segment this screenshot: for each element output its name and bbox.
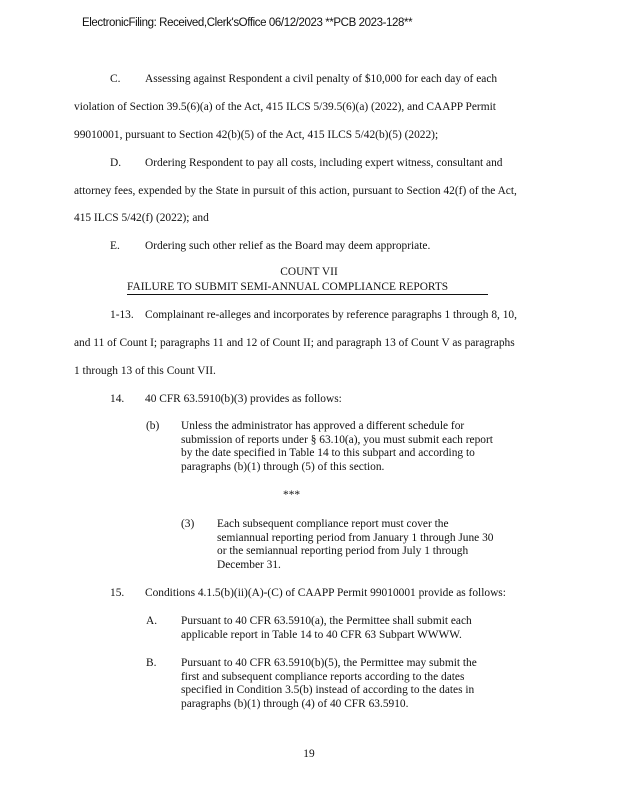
quote-3-line-2: semiannual reporting period from January 1 through June 30	[217, 531, 494, 544]
quote-3-label: (3)	[181, 518, 195, 530]
item-e-label: E.	[110, 240, 120, 252]
filing-stamp: ElectronicFiling: Received,Clerk'sOffice 06/12/2023 **PCB 2023-128**	[82, 17, 413, 29]
para-15-intro: Conditions 4.1.5(b)(ii)(A)-(C) of CAAPP Permit 99010001 provide as follows:	[145, 587, 506, 599]
condition-b-line-3: specified in Condition 3.5(b) instead of according to the dates in	[181, 684, 475, 696]
quote-3-line-4: December 31.	[217, 558, 281, 571]
item-d-label: D.	[110, 157, 122, 169]
item-c-label: C.	[110, 73, 121, 85]
para-14-intro: 40 CFR 63.5910(b)(3) provides as follows:	[145, 393, 342, 405]
item-e-line-1: Ordering such other relief as the Board may deem appropriate.	[145, 240, 431, 252]
count-title-underline	[127, 294, 488, 295]
condition-a-label: A.	[146, 615, 158, 627]
quote-3-line-1: Each subsequent compliance report must cover the	[217, 518, 449, 530]
quote-b-line-2: submission of reports under § 63.10(a), you must submit each report	[181, 433, 493, 446]
quote-b-label: (b)	[146, 420, 160, 432]
quote-b-line-4: paragraphs (b)(1) through (5) of this section.	[181, 460, 385, 473]
item-c-line-2: violation of Section 39.5(6)(a) of the Act, 415 ILCS 5/39.5(6)(a) (2022), and CAAPP Permit	[74, 101, 496, 113]
count-title: FAILURE TO SUBMIT SEMI-ANNUAL COMPLIANCE REPORTS	[127, 281, 449, 293]
para-1-13-line-2: and 11 of Count I; paragraphs 11 and 12 of Count II; and paragraph 13 of Count V as paragraphs	[74, 337, 515, 349]
condition-b-line-4: paragraphs (b)(1) through (4) of 40 CFR 63.5910.	[181, 697, 409, 710]
condition-b-label: B.	[146, 657, 157, 669]
count-number: COUNT VII	[280, 266, 338, 278]
condition-b-line-1: Pursuant to 40 CFR 63.5910(b)(5), the Permittee may submit the	[181, 657, 477, 669]
item-c-line-1: Assessing against Respondent a civil penalty of $10,000 for each day of each	[145, 73, 498, 85]
para-1-13-line-3: 1 through 13 of this Count VII.	[74, 365, 216, 377]
condition-a-line-2: applicable report in Table 14 to 40 CFR 63 Subpart WWWW.	[181, 628, 462, 641]
page-number: 19	[303, 748, 315, 760]
item-d-line-3: 415 ILCS 5/42(f) (2022); and	[74, 212, 209, 224]
condition-a-line-1: Pursuant to 40 CFR 63.5910(a), the Permittee shall submit each	[181, 615, 472, 627]
quote-b-line-3: by the date specified in Table 14 to this subpart and according to	[181, 447, 475, 459]
item-d-line-2: attorney fees, expended by the State in pursuit of this action, pursuant to Section 42(f) of the Act,	[74, 185, 517, 197]
quote-b-line-1: Unless the administrator has approved a different schedule for	[181, 420, 465, 432]
item-c-line-3: 99010001, pursuant to Section 42(b)(5) of the Act, 415 ILCS 5/42(b)(5) (2022);	[74, 129, 439, 141]
para-1-13-line-1: Complainant re-alleges and incorporates by reference paragraphs 1 through 8, 10,	[145, 309, 517, 321]
quote-3-line-3: or the semiannual reporting period from July 1 through	[217, 545, 469, 557]
condition-b-line-2: first and subsequent compliance reports according to the dates	[181, 670, 465, 683]
para-1-13-label: 1-13.	[110, 309, 134, 321]
item-d-line-1: Ordering Respondent to pay all costs, including expert witness, consultant and	[145, 157, 503, 169]
omission-asterisks: ***	[283, 489, 301, 501]
para-15-label: 15.	[110, 587, 125, 599]
para-14-label: 14.	[110, 393, 125, 405]
